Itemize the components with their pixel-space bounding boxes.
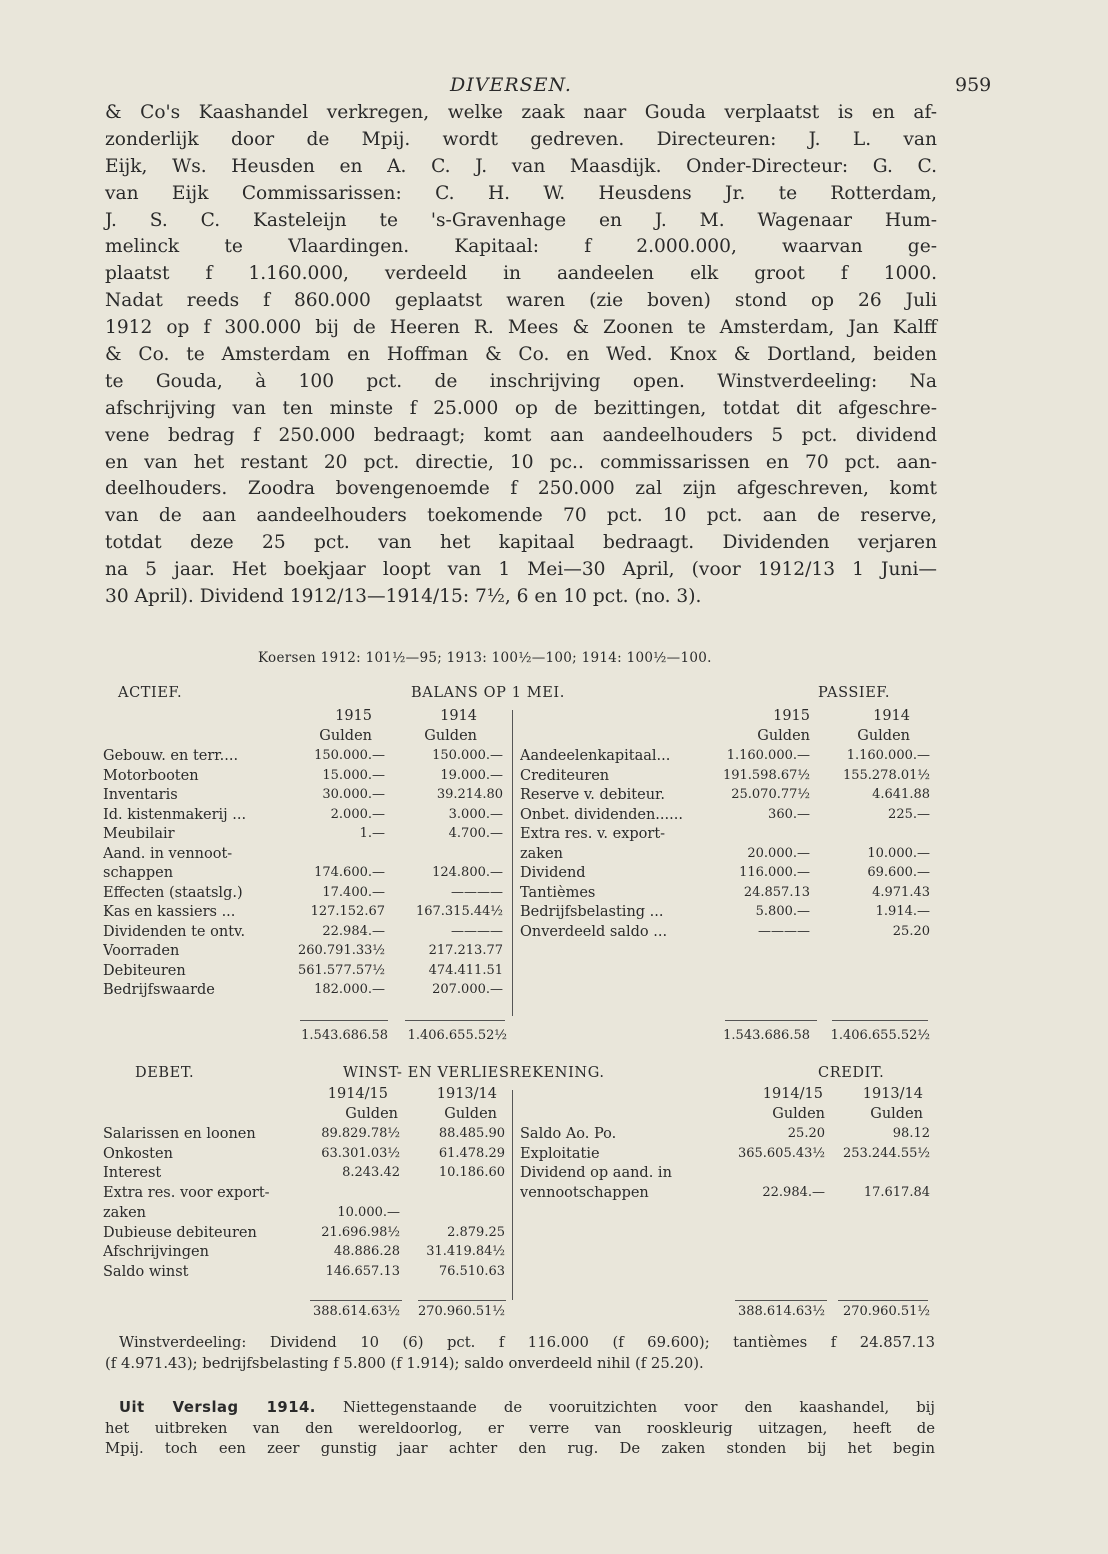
row-value-2: ———— [451,884,503,900]
row-label: zaken [520,845,563,862]
row-value-2: 4.641.88 [872,787,930,802]
row-value-1: 10.000.— [337,1204,400,1220]
row-value-1: 1.— [359,826,385,841]
balans-total-rule [405,1020,505,1021]
row-label: Voorraden [103,943,180,959]
row-value-1: 21.696.98½ [321,1224,400,1240]
row-value-2: 2.879.25 [447,1224,505,1240]
verslag-heading: Uit Verslag 1914. [119,1399,316,1416]
row-value-2: 124.800.— [432,865,503,880]
row-label: Gebouw. en terr.... [103,748,239,764]
row-value-2: 88.485.90 [438,1126,505,1141]
row-label: Motorbooten [103,767,199,784]
row-label: Onbet. dividenden...... [520,806,683,823]
winst-debet-heading: DEBET. [135,1065,195,1081]
paragraph-line: melinck te Vlaardingen. Kapitaal: f 2.000.000, waarvan ge- [105,236,937,258]
row-label: Dividenden te ontv. [103,923,246,940]
row-label: Tantièmes [520,884,596,901]
row-value-2: 98.12 [892,1126,930,1141]
paragraph-line: vene bedrag f 250.000 bedraagt; komt aan aandeelhouders 5 pct. dividend [105,424,937,446]
row-value-2: 61.478.29 [438,1145,505,1161]
winst-total-right-2: 270.960.51½ [842,1304,930,1319]
balans-total-rule [832,1020,928,1021]
row-value-2: 17.617.84 [863,1185,930,1201]
row-value-1: 561.577.57½ [297,962,385,978]
page-number: 959 [955,74,992,96]
row-value-1: 48.886.28 [333,1244,400,1260]
verslag-line: het uitbreken van den wereldoorlog, er verre van rooskleurig uitzagen, heeft de [105,1419,935,1437]
balans-total-left-2: 1.406.655.52½ [407,1028,507,1043]
row-value-1: 360.— [768,806,810,822]
winst-unit-left-1: Gulden [345,1106,398,1122]
row-label: Debiteuren [103,962,186,979]
row-label: vennootschappen [520,1185,649,1202]
row-value-1: 174.600.— [314,865,385,880]
verslag-line: Mpij. toch een zeer gunstig jaar achter den rug. De zaken stonden bij het begin [105,1440,935,1457]
balans-total-right-2: 1.406.655.52½ [830,1028,930,1043]
row-value-1: 1.160.000.— [726,748,810,763]
balans-actief-heading: ACTIEF. [118,685,183,701]
row-label: Saldo winst [103,1263,189,1280]
paragraph-line: afschrijving van ten minste f 25.000 op de bezittingen, totdat dit afgeschre- [105,397,937,419]
row-value-1: 127.152.67 [310,904,385,919]
row-value-2: 69.600.— [867,865,930,880]
row-label: Inventaris [103,787,178,803]
row-label: Bedrijfswaarde [103,982,215,998]
balans-total-left-1: 1.543.686.58 [301,1028,388,1043]
row-value-1: 63.301.03½ [321,1145,400,1161]
row-value-1: 365.605.43½ [737,1145,825,1161]
row-value-2: 1.914.— [875,904,930,919]
row-label: Afschrijvingen [103,1244,209,1261]
paragraph-line: te Gouda, à 100 pct. de inschrijving open. Winstverdeeling: Na [105,370,937,392]
row-value-1: 15.000.— [322,767,385,783]
verslag-paragraph [105,1398,935,1460]
row-value-2: ———— [451,923,503,939]
balans-year-left-2: 1914 [440,708,477,724]
row-label: Meubilair [103,826,175,842]
row-value-2: 39.214.80 [436,787,503,802]
row-value-2: 10.186.60 [438,1165,505,1181]
row-value-1: 8.243.42 [342,1165,400,1181]
row-value-2: 217.213.77 [428,943,503,958]
row-value-2: 253.244.55½ [842,1145,930,1161]
paragraph-line: 1912 op f 300.000 bij de Heeren R. Mees & Zoonen te Amsterdam, Jan Kalff [105,317,937,339]
row-label: Kas en kassiers ... [103,904,236,920]
row-value-1: 182.000.— [314,982,385,997]
row-label: Salarissen en loonen [103,1126,256,1142]
row-value-1: 150.000.— [314,748,385,763]
winst-unit-right-2: Gulden [870,1106,923,1122]
row-label: zaken [103,1204,146,1221]
balans-unit-right-2: Gulden [857,728,910,744]
balans-divider [512,710,513,1016]
paragraph-line: plaatst f 1.160.000, verdeeld in aandeelen elk groot f 1000. [105,263,937,285]
row-label: Onkosten [103,1145,173,1162]
winst-total-left-2: 270.960.51½ [417,1304,505,1319]
row-value-1: 25.20 [787,1126,825,1141]
row-value-1: 22.984.— [322,923,385,939]
row-label: Extra res. voor export- [103,1185,270,1202]
row-label: Crediteuren [520,767,610,784]
winst-total-rule [838,1300,928,1301]
winst-year-left-2: 1913/14 [436,1086,497,1102]
row-value-1: 260.791.33½ [297,943,385,958]
note-line: (f 4.971.43); bedrijfsbelasting f 5.800 (f 1.914); saldo onverdeeld nihil (f 25.20). [105,1354,704,1372]
row-value-2: 25.20 [892,923,930,939]
row-label: Aand. in vennoot- [103,845,233,862]
paragraph-line: van Eijk Commissarissen: C. H. W. Heusdens Jr. te Rotterdam, [105,182,937,204]
running-header-title: DIVERSEN. [450,74,572,96]
balans-unit-right-1: Gulden [757,728,810,744]
winst-total-left-1: 388.614.63½ [312,1304,400,1319]
row-value-2: 155.278.01½ [842,767,930,783]
row-value-2: 4.971.43 [872,884,930,900]
row-value-2: 76.510.63 [438,1263,505,1279]
balans-heading: BALANS OP 1 MEI. [411,685,565,701]
paragraph-line: totdat deze 25 pct. van het kapitaal bedraagt. Dividenden verjaren [105,532,937,554]
row-label: Interest [103,1165,162,1182]
row-label: Onverdeeld saldo ... [520,923,668,940]
row-label: Id. kistenmakerij ... [103,806,247,823]
row-value-2: 1.160.000.— [846,748,930,763]
balans-unit-left-1: Gulden [319,728,372,744]
balans-total-rule [300,1020,388,1021]
company-description-paragraph [105,100,937,611]
winst-credit-heading: CREDIT. [818,1065,885,1081]
winst-year-right-1: 1914/15 [762,1086,823,1102]
winst-total-right-1: 388.614.63½ [737,1304,825,1319]
winst-heading: WINST- EN VERLIESREKENING. [343,1065,605,1081]
row-value-2: 207.000.— [432,982,503,997]
row-value-2: 4.700.— [448,826,503,841]
paragraph-line: zonderlijk door de Mpij. wordt gedreven. Directeuren: J. L. van [105,128,937,150]
winst-year-left-1: 1914/15 [327,1086,388,1102]
row-value-1: 24.857.13 [743,884,810,900]
winst-total-rule [735,1300,827,1301]
balans-year-right-1: 1915 [773,708,810,724]
note-line: Winstverdeeling: Dividend 10 (6) pct. f 116.000 (f 69.600); tantièmes f 24.857.13 [119,1334,935,1351]
winst-year-right-2: 1913/14 [862,1086,923,1102]
row-label: Aandeelenkapitaal... [520,748,671,764]
row-value-2: 3.000.— [448,806,503,822]
balans-total-right-1: 1.543.686.58 [723,1028,810,1043]
row-value-1: 146.657.13 [325,1263,400,1279]
paragraph-line: deelhouders. Zoodra bovengenoemde f 250.000 zal zijn afgeschreven, komt [105,478,937,500]
row-label: schappen [103,865,174,881]
row-label: Saldo Ao. Po. [520,1126,617,1142]
row-value-2: 31.419.84½ [426,1244,505,1260]
row-value-1: ———— [758,923,810,939]
winst-total-rule [418,1300,506,1301]
winst-divider [512,1090,513,1300]
verslag-line-text: Niettegenstaande de vooruitzichten voor den kaashandel, bij [315,1399,936,1416]
row-value-1: 2.000.— [330,806,385,822]
paragraph-line: van de aan aandeelhouders toekomende 70 pct. 10 pct. aan de reserve, [105,505,937,527]
row-label: Exploitatie [520,1145,600,1162]
paragraph-line: Nadat reeds f 860.000 geplaatst waren (zie boven) stond op 26 Juli [105,290,937,312]
row-label: Bedrijfsbelasting ... [520,904,664,920]
row-label: Dividend [520,865,586,881]
paragraph-line: na 5 jaar. Het boekjaar loopt van 1 Mei—30 April, (voor 1912/13 1 Juni— [105,559,937,581]
row-value-2: 167.315.44½ [415,904,503,919]
koersen-line: Koersen 1912: 101½—95; 1913: 100½—100; 1914: 100½—100. [258,650,712,666]
paragraph-line: Eijk, Ws. Heusden en A. C. J. van Maasdijk. Onder-Directeur: G. C. [105,155,937,177]
row-value-2: 19.000.— [440,767,503,783]
row-value-1: 116.000.— [739,865,810,880]
balans-year-left-1: 1915 [335,708,372,724]
paragraph-line: J. S. C. Kasteleijn te 's-Gravenhage en J. M. Wagenaar Hum- [105,209,937,231]
row-label: Effecten (staatslg.) [103,884,243,901]
verslag-line-1 [105,1398,935,1419]
row-value-1: 5.800.— [755,904,810,919]
balans-year-right-2: 1914 [873,708,910,724]
row-label: Dividend op aand. in [520,1165,672,1182]
row-label: Dubieuse debiteuren [103,1224,257,1241]
balans-unit-left-2: Gulden [424,728,477,744]
winst-unit-right-1: Gulden [772,1106,825,1122]
balans-passief-heading: PASSIEF. [818,685,891,701]
paragraph-line: 30 April). Dividend 1912/13—1914/15: 7½, 6 en 10 pct. (no. 3). [105,586,702,608]
row-value-2: 474.411.51 [428,962,503,978]
paragraph-line: & Co's Kaashandel verkregen, welke zaak naar Gouda verplaatst is en af- [105,102,937,123]
winst-unit-left-2: Gulden [444,1106,497,1122]
row-value-2: 10.000.— [867,845,930,861]
row-value-2: 225.— [888,806,930,822]
row-value-1: 17.400.— [322,884,385,900]
paragraph-line: & Co. te Amsterdam en Hoffman & Co. en Wed. Knox & Dortland, beiden [105,344,937,366]
row-value-1: 20.000.— [747,845,810,861]
row-value-1: 89.829.78½ [321,1126,400,1141]
row-label: Extra res. v. export- [520,826,666,842]
row-value-1: 25.070.77½ [731,787,810,802]
row-value-1: 30.000.— [322,787,385,802]
paragraph-line: en van het restant 20 pct. directie, 10 pc.. commissarissen en 70 pct. aan- [105,451,937,473]
row-value-2: 150.000.— [432,748,503,763]
winst-total-rule [310,1300,402,1301]
row-value-1: 191.598.67½ [722,767,810,783]
winstverdeeling-note [105,1333,935,1374]
row-label: Reserve v. debiteur. [520,787,665,803]
row-value-1: 22.984.— [762,1185,825,1201]
balans-total-rule [725,1020,817,1021]
